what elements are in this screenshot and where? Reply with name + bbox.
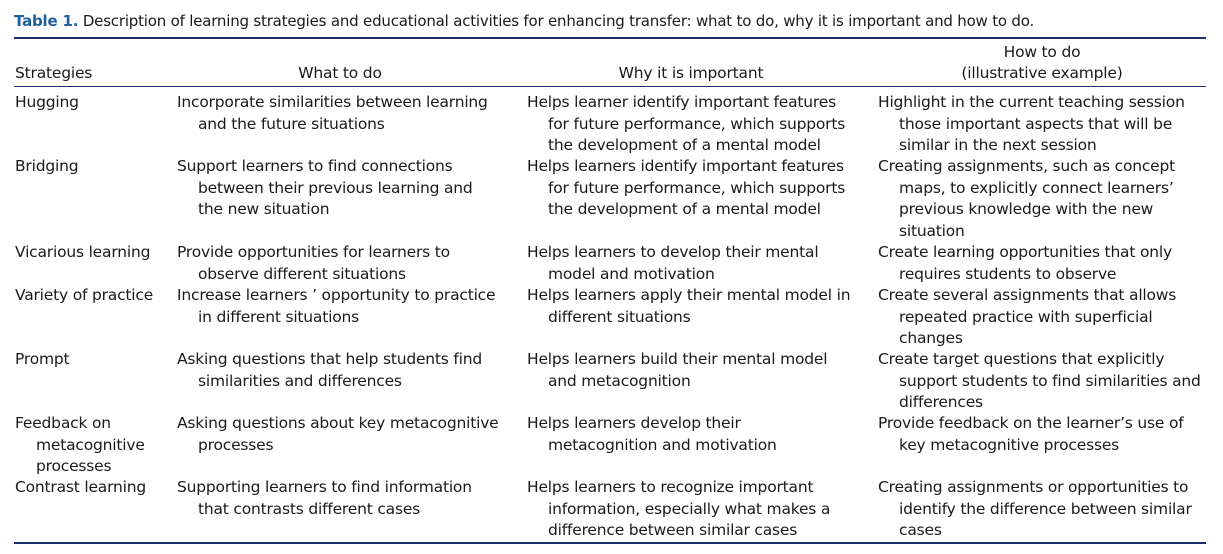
cell-line: Supporting learners to find information bbox=[177, 478, 472, 496]
cell-how bbox=[878, 242, 1172, 285]
cell-line: Increase learners ’ opportunity to practice bbox=[177, 286, 496, 304]
cell-line: in different situations bbox=[198, 307, 359, 326]
cell-why bbox=[527, 242, 818, 285]
cell-line: Helps learners build their mental model bbox=[527, 350, 828, 368]
cell-line: situation bbox=[899, 221, 965, 240]
cell-line: the development of a mental model bbox=[548, 136, 821, 154]
table-label: Table 1. bbox=[14, 12, 79, 30]
cell-line: for future performance, which supports bbox=[548, 178, 846, 197]
cell-line: model and motivation bbox=[548, 264, 715, 283]
bottom-rule bbox=[14, 542, 1206, 544]
cell-line: Creating assignments or opportunities to bbox=[878, 478, 1189, 496]
cell-line: Helps learners apply their mental model in bbox=[527, 286, 851, 304]
cell-why bbox=[527, 156, 845, 221]
cell-line: between their previous learning and bbox=[198, 178, 473, 197]
cell-why bbox=[527, 349, 827, 392]
header-how-line2: (illustrative example) bbox=[961, 64, 1123, 82]
cell-how bbox=[878, 92, 1185, 157]
cell-line: for future performance, which supports bbox=[548, 114, 846, 133]
cell-line: Creating assignments, such as concept bbox=[878, 157, 1176, 175]
cell-line: information, especially what makes a bbox=[548, 499, 831, 518]
cell-what bbox=[177, 413, 499, 456]
cell-line: the development of a mental model bbox=[548, 200, 821, 218]
cell-why bbox=[527, 413, 777, 456]
cell-how bbox=[878, 349, 1201, 414]
cell-line: similarities and differences bbox=[198, 371, 402, 390]
cell-line: those important aspects that will be bbox=[899, 114, 1173, 133]
header-strategies: Strategies bbox=[15, 64, 93, 82]
cell-how bbox=[878, 413, 1184, 456]
cell-strategy bbox=[15, 156, 78, 178]
cell-line: and metacognition bbox=[548, 371, 691, 390]
cell-line: Asking questions about key metacognitive bbox=[177, 414, 499, 432]
cell-why bbox=[527, 285, 850, 328]
cell-why bbox=[527, 477, 830, 542]
cell-line: identify the difference between similar bbox=[899, 499, 1192, 518]
cell-line: Helps learners to recognize important bbox=[527, 478, 814, 496]
cell-line: different situations bbox=[548, 307, 691, 326]
cell-line: the new situation bbox=[198, 200, 330, 218]
cell-line: observe different situations bbox=[198, 264, 406, 283]
header-why: Why it is important bbox=[618, 64, 764, 82]
cell-line: Feedback on bbox=[15, 414, 111, 432]
cell-line: previous knowledge with the new bbox=[899, 200, 1154, 218]
cell-line: Provide opportunities for learners to bbox=[177, 243, 450, 261]
cell-line: processes bbox=[198, 435, 274, 454]
cell-line: Prompt bbox=[15, 350, 70, 368]
cell-line: that contrasts different cases bbox=[198, 499, 421, 518]
cell-line: Bridging bbox=[15, 157, 79, 175]
header-what: What to do bbox=[298, 64, 382, 82]
cell-line: and the future situations bbox=[198, 114, 385, 133]
cell-line: Helps learners to develop their mental bbox=[527, 243, 819, 261]
cell-strategy bbox=[15, 92, 79, 114]
cell-line: Incorporate similarities between learning bbox=[177, 93, 488, 111]
cell-line: key metacognitive processes bbox=[899, 435, 1120, 454]
cell-how bbox=[878, 285, 1176, 350]
cell-how bbox=[878, 156, 1175, 242]
cell-line: Provide feedback on the learner’s use of bbox=[878, 414, 1184, 432]
cell-what bbox=[177, 349, 482, 392]
cell-line: support students to find similarities and bbox=[899, 371, 1201, 390]
cell-line: Contrast learning bbox=[15, 478, 146, 496]
cell-line: Helps learner identify important features bbox=[527, 93, 836, 111]
cell-line: Hugging bbox=[15, 93, 79, 111]
header-how-line1: How to do bbox=[1003, 43, 1081, 61]
top-rule bbox=[14, 37, 1206, 39]
cell-line: Create learning opportunities that only bbox=[878, 243, 1172, 261]
cell-what bbox=[177, 285, 495, 328]
cell-what bbox=[177, 92, 488, 135]
cell-strategy bbox=[15, 413, 145, 478]
cell-why bbox=[527, 92, 845, 157]
cell-line: Support learners to find connections bbox=[177, 157, 453, 175]
cell-line: similar in the next session bbox=[899, 136, 1097, 154]
cell-line: cases bbox=[899, 521, 942, 539]
caption-text: Description of learning strategies and educational activities for enhancing transfer: what to do, why it is important and how to do. bbox=[82, 12, 1035, 30]
cell-line: metacognitive bbox=[36, 435, 145, 454]
cell-line: Helps learners develop their bbox=[527, 414, 741, 432]
cell-line: Asking questions that help students find bbox=[177, 350, 483, 368]
cell-line: changes bbox=[899, 329, 963, 347]
cell-what bbox=[177, 477, 472, 520]
cell-strategy bbox=[15, 285, 153, 307]
cell-line: repeated practice with superficial bbox=[899, 307, 1153, 326]
cell-what bbox=[177, 156, 473, 221]
cell-line: metacognition and motivation bbox=[548, 435, 777, 454]
cell-line: differences bbox=[899, 393, 983, 411]
cell-line: difference between similar cases bbox=[548, 521, 798, 539]
cell-line: Variety of practice bbox=[15, 286, 154, 304]
cell-line: Helps learners identify important features bbox=[527, 157, 844, 175]
cell-what bbox=[177, 242, 450, 285]
cell-line: Highlight in the current teaching session bbox=[878, 93, 1185, 111]
header-rule bbox=[14, 86, 1206, 87]
cell-line: Create target questions that explicitly bbox=[878, 350, 1165, 368]
cell-line: requires students to observe bbox=[899, 264, 1117, 283]
cell-strategy bbox=[15, 242, 150, 264]
cell-how bbox=[878, 477, 1192, 542]
cell-strategy bbox=[15, 477, 146, 499]
cell-line: processes bbox=[36, 457, 112, 475]
cell-line: Vicarious learning bbox=[15, 243, 151, 261]
cell-line: maps, to explicitly connect learners’ bbox=[899, 178, 1174, 197]
table-caption bbox=[14, 12, 1034, 30]
cell-strategy bbox=[15, 349, 69, 371]
cell-line: Create several assignments that allows bbox=[878, 286, 1177, 304]
